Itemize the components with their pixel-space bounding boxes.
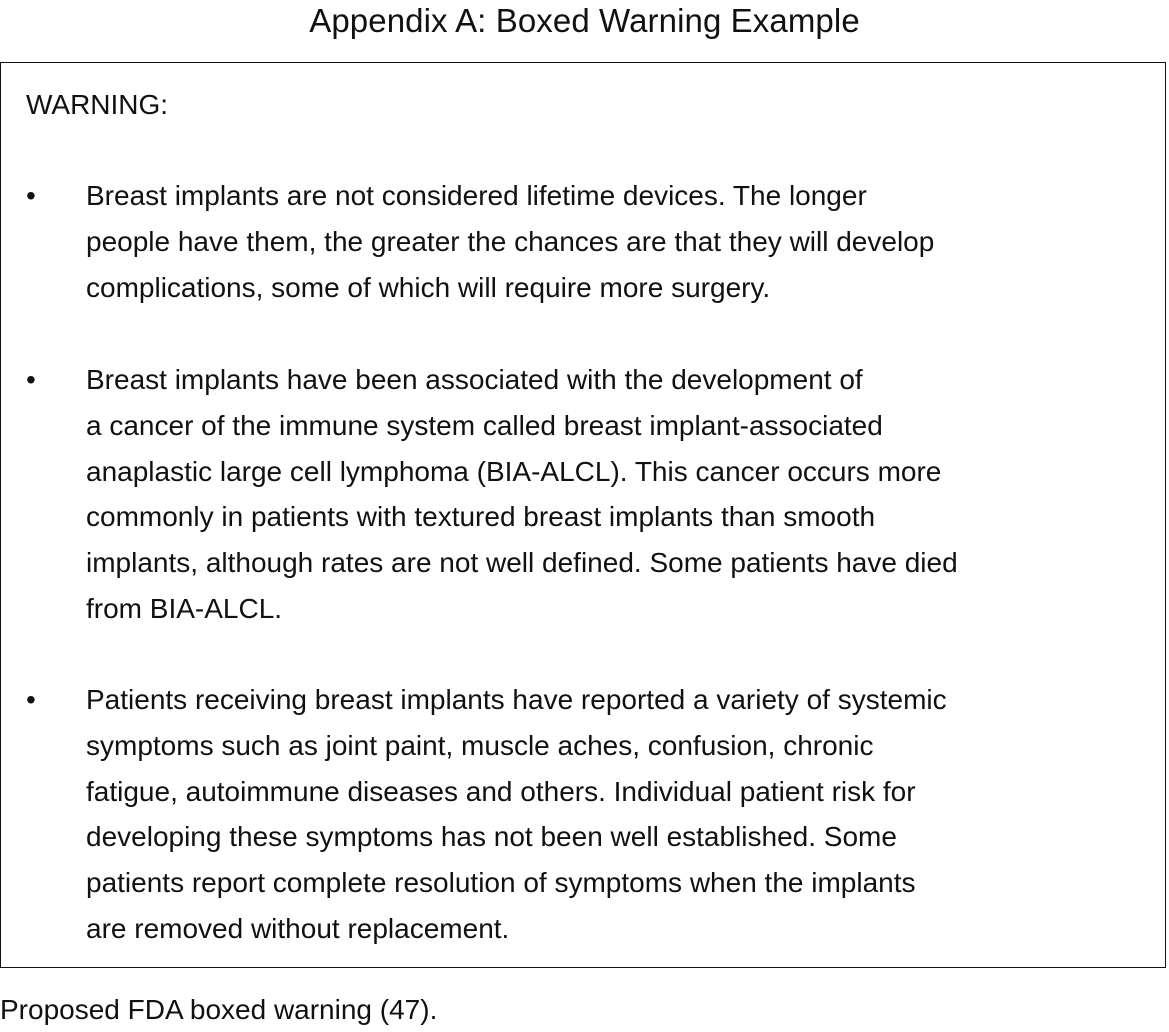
warning-bullet-text: Patients receiving breast implants have reported a variety of systemic symptoms such as joint paint, muscle aches, confusion, chronic fatigue, autoimmune diseases and others. Individual patient risk for developing these symptoms has not been well established. Some patients report complete resolution of symptoms when the implants are removed without replacement.	[86, 684, 947, 944]
bullet-icon: •	[26, 180, 36, 211]
bullet-icon: •	[26, 364, 36, 395]
warning-label: WARNING:	[26, 89, 169, 120]
warning-bullet-text: Breast implants are not considered lifetime devices. The longer people have them, the greater the chances are that they will develop complications, some of which will require more surgery.	[86, 180, 935, 303]
warning-bullet-text: Breast implants have been associated with the development of a cancer of the immune system called breast implant-associated anaplastic large cell lymphoma (BIA-ALCL). This cancer occurs more commonly in patients with textured breast implants than smooth implants, although rates are not well defined. Some patients have died from BIA-ALCL.	[86, 364, 958, 624]
appendix-title: Appendix A: Boxed Warning Example	[309, 2, 860, 39]
bullet-icon: •	[26, 684, 36, 715]
figure-caption: Proposed FDA boxed warning (47).	[0, 994, 438, 1025]
